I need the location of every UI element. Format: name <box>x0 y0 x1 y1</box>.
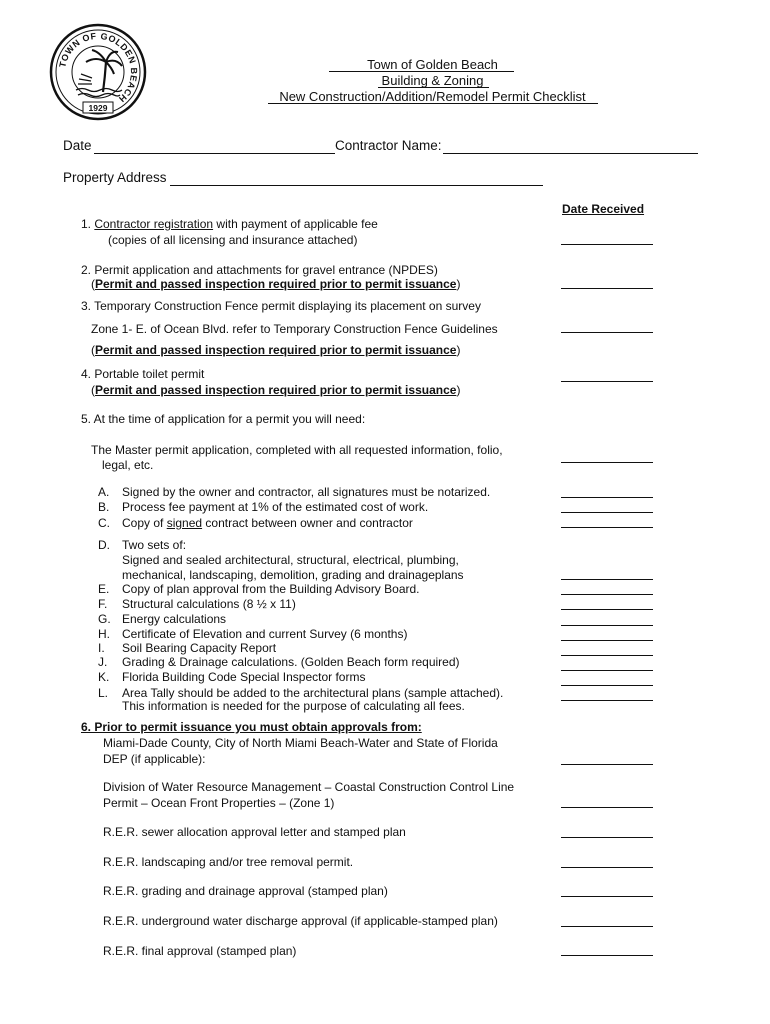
list-item-f: F. Structural calculations (8 ½ x 11) <box>98 597 296 611</box>
list-item-h: H. Certificate of Elevation and current Survey (6 months) <box>98 627 408 641</box>
contractor-name-label: Contractor Name: <box>335 138 442 153</box>
date-received-line[interactable] <box>561 527 653 528</box>
date-field-line[interactable] <box>94 153 335 154</box>
item-3-zone: Zone 1- E. of Ocean Blvd. refer to Temporary Construction Fence Guidelines <box>91 322 498 336</box>
list-item-c: C. Copy of signed contract between owner and contractor <box>98 516 413 530</box>
list-item-d-line3: mechanical, landscaping, demolition, grading and drainageplans <box>122 568 464 582</box>
item-3-note: (Permit and passed inspection required prior to permit issuance) <box>91 343 461 357</box>
list-item-a: A. Signed by the owner and contractor, all signatures must be notarized. <box>98 485 491 499</box>
item-1: 1. Contractor registration with payment of applicable fee <box>81 217 378 231</box>
date-received-line[interactable] <box>561 896 653 897</box>
date-received-line[interactable] <box>561 244 653 245</box>
date-received-line[interactable] <box>561 512 653 513</box>
date-received-line[interactable] <box>561 955 653 956</box>
item-6-miami: Miami-Dade County, City of North Miami Beach-Water and State of Florida <box>103 736 498 750</box>
date-received-line[interactable] <box>561 332 653 333</box>
list-item-l: L. Area Tally should be added to the architectural plans (sample attached). <box>98 686 504 700</box>
town-title: Town of Golden Beach <box>367 57 498 72</box>
date-received-line[interactable] <box>561 867 653 868</box>
date-received-line[interactable] <box>561 625 653 626</box>
item-6-dwrm-cont: Permit – Ocean Front Properties – (Zone 1) <box>103 796 335 810</box>
date-received-line[interactable] <box>561 381 653 382</box>
item-3: 3. Temporary Construction Fence permit displaying its placement on survey <box>81 299 481 313</box>
item-2: 2. Permit application and attachments for gravel entrance (NPDES) <box>81 263 438 277</box>
contractor-name-field-line[interactable] <box>443 153 698 154</box>
date-received-line[interactable] <box>561 462 653 463</box>
date-received-line[interactable] <box>561 655 653 656</box>
item-2-note: (Permit and passed inspection required prior to permit issuance) <box>91 277 461 291</box>
date-received-line[interactable] <box>561 640 653 641</box>
list-item-d: D. Two sets of: <box>98 538 187 552</box>
town-seal <box>48 22 148 122</box>
list-item-e: E. Copy of plan approval from the Building Advisory Board. <box>98 582 420 596</box>
date-received-line[interactable] <box>561 288 653 289</box>
date-received-line[interactable] <box>561 685 653 686</box>
item-5-master: The Master permit application, completed with all requested information, folio, <box>91 443 503 457</box>
seal-ring-text: TOWN OF GOLDEN BEACH <box>57 30 140 105</box>
date-received-line[interactable] <box>561 837 653 838</box>
date-received-line[interactable] <box>561 670 653 671</box>
date-received-line[interactable] <box>561 497 653 498</box>
rer-grading: R.E.R. grading and drainage approval (stamped plan) <box>103 884 388 898</box>
list-item-g: G. Energy calculations <box>98 612 227 626</box>
item-4: 4. Portable toilet permit <box>81 367 205 381</box>
date-received-line[interactable] <box>561 764 653 765</box>
date-received-line[interactable] <box>561 579 653 580</box>
item-6-dwrm: Division of Water Resource Management – Coastal Construction Control Line <box>103 780 515 794</box>
list-item-b: B. Process fee payment at 1% of the estimated cost of work. <box>98 500 429 514</box>
rer-final: R.E.R. final approval (stamped plan) <box>103 944 297 958</box>
item-5-master-cont: legal, etc. <box>102 458 154 472</box>
contractor-registration-link: Contractor registration <box>94 217 214 231</box>
property-address-field-line[interactable] <box>170 185 543 186</box>
item-1-sub: (copies of all licensing and insurance attached) <box>108 233 358 247</box>
date-label: Date <box>63 138 92 153</box>
seal-year: 1929 <box>88 103 108 113</box>
date-received-line[interactable] <box>561 926 653 927</box>
rer-underground: R.E.R. underground water discharge approval (if applicable-stamped plan) <box>103 914 498 928</box>
item-5: 5. At the time of application for a permit you will need: <box>81 412 366 426</box>
date-received-line[interactable] <box>561 700 653 701</box>
date-received-line[interactable] <box>561 609 653 610</box>
item-6-miami-cont: DEP (if applicable): <box>103 752 206 766</box>
item-4-note: (Permit and passed inspection required prior to permit issuance) <box>91 383 461 397</box>
property-address-label: Property Address <box>63 170 167 185</box>
list-item-l-cont: This information is needed for the purpose of calculating all fees. <box>122 699 465 713</box>
list-item-d-line2: Signed and sealed architectural, structural, electrical, plumbing, <box>122 553 459 567</box>
rer-sewer: R.E.R. sewer allocation approval letter and stamped plan <box>103 825 406 839</box>
rer-landscaping: R.E.R. landscaping and/or tree removal permit. <box>103 855 354 869</box>
date-received-line[interactable] <box>561 807 653 808</box>
list-item-i: I. Soil Bearing Capacity Report <box>98 641 277 655</box>
date-received-line[interactable] <box>561 594 653 595</box>
date-received-header: Date Received <box>562 202 645 216</box>
list-item-k: K. Florida Building Code Special Inspector forms <box>98 670 366 684</box>
list-item-j: J. Grading & Drainage calculations. (Golden Beach form required) <box>98 655 460 669</box>
department-title: Building & Zoning <box>381 73 484 88</box>
item-6-heading: 6. Prior to permit issuance you must obtain approvals from: <box>81 720 422 734</box>
checklist-title: New Construction/Addition/Remodel Permit Checklist <box>279 89 586 104</box>
